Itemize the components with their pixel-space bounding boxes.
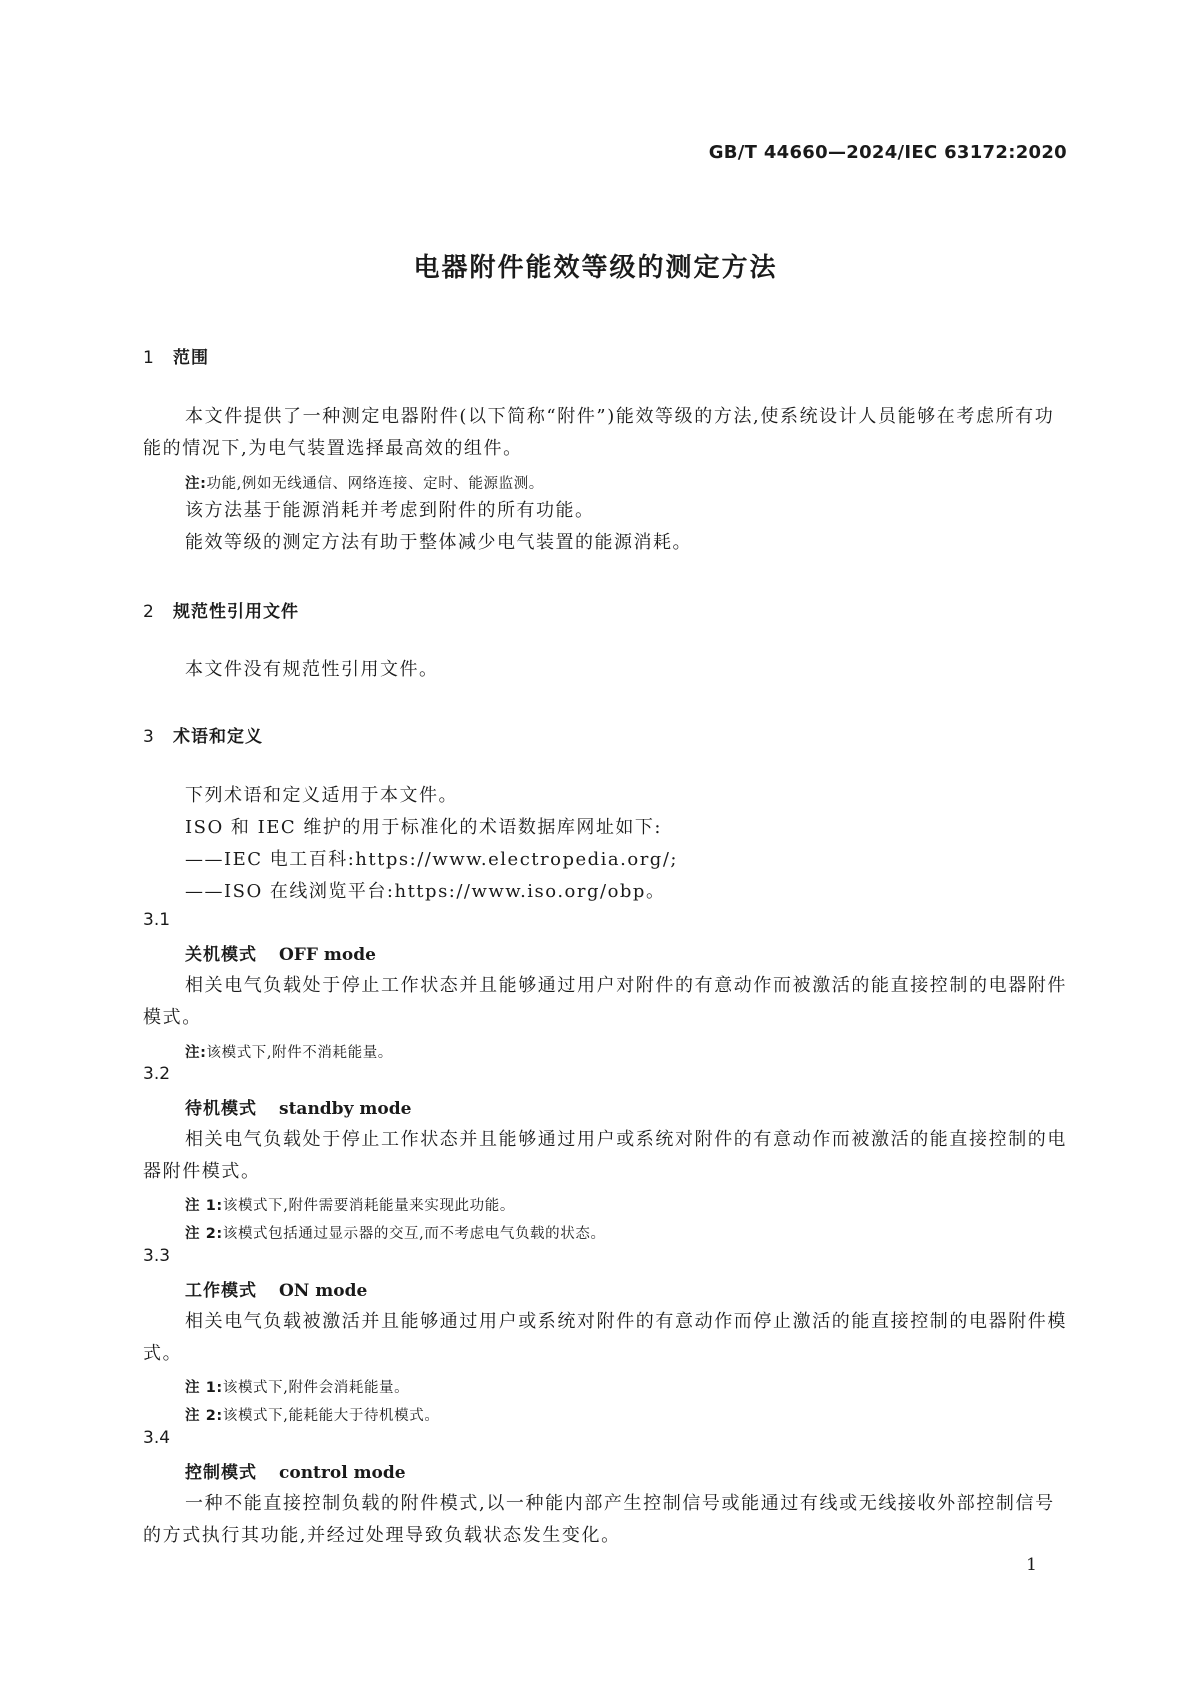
standard-number: GB/T 44660—2024/IEC 63172:2020 [708, 142, 1067, 163]
section-number: 3 [143, 727, 155, 747]
term-english: standby mode [279, 1099, 412, 1119]
term-chinese: 关机模式 [185, 945, 257, 965]
paragraph: 该方法基于能源消耗并考虑到附件的所有功能。 [185, 500, 595, 521]
term-heading [185, 940, 376, 965]
note-label: 注 1: [185, 1198, 223, 1214]
paragraph: 本文件提供了一种测定电器附件(以下简称“附件”)能效等级的方法,使系统设计人员能够在考虑所有功能的情况下,为电气装置选择最高效的组件。 [143, 406, 1055, 459]
note [185, 472, 544, 493]
note-text: 该模式下,附件需要消耗能量来实现此功能。 [222, 1198, 515, 1214]
term-heading [185, 1458, 406, 1483]
definition: 相关电气负载处于停止工作状态并且能够通过用户或系统对附件的有意动作而被激活的能直接控制的电器附件模式。 [143, 1129, 1067, 1182]
paragraph: 本文件没有规范性引用文件。 [185, 659, 439, 680]
section-title: 规范性引用文件 [173, 602, 299, 622]
section-title: 术语和定义 [173, 727, 263, 747]
list-item: ——ISO 在线浏览平台:https://www.iso.org/obp。 [185, 881, 666, 902]
definition: 一种不能直接控制负载的附件模式,以一种能内部产生控制信号或能通过有线或无线接收外部控制信号的方式执行其功能,并经过处理导致负载状态发生变化。 [143, 1493, 1055, 1546]
term-heading [185, 1094, 411, 1119]
section-3-heading [143, 722, 263, 747]
note-text: 该模式包括通过显示器的交互,而不考虑电气负载的状态。 [222, 1226, 606, 1242]
paragraph: 下列术语和定义适用于本文件。 [185, 785, 458, 806]
note [185, 1222, 606, 1243]
term-chinese: 控制模式 [185, 1463, 257, 1483]
term-english: OFF mode [279, 945, 376, 965]
section-title: 范围 [173, 348, 209, 368]
note [185, 1376, 409, 1397]
note-label: 注: [185, 476, 207, 492]
note-label: 注 1: [185, 1380, 223, 1396]
note-text: 该模式下,附件不消耗能量。 [206, 1045, 393, 1061]
paragraph: ISO 和 IEC 维护的用于标准化的术语数据库网址如下: [185, 817, 662, 838]
note-text: 该模式下,附件会消耗能量。 [222, 1380, 410, 1396]
section-number: 1 [143, 348, 155, 368]
section-1-heading [143, 343, 209, 368]
note-text: 功能,例如无线通信、网络连接、定时、能源监测。 [206, 476, 544, 492]
note-label: 注 2: [185, 1226, 223, 1242]
note-text: 该模式下,能耗能大于待机模式。 [222, 1408, 440, 1424]
definition: 相关电气负载被激活并且能够通过用户或系统对附件的有意动作而停止激活的能直接控制的电器附件模式。 [143, 1311, 1067, 1364]
clause-number: 3.3 [143, 1246, 171, 1266]
section-2-heading [143, 597, 299, 622]
section-number: 2 [143, 602, 155, 622]
note-label: 注: [185, 1045, 207, 1061]
list-item: ——IEC 电工百科:https://www.electropedia.org/; [185, 849, 678, 870]
note [185, 1404, 439, 1425]
term-english: control mode [279, 1463, 406, 1483]
paragraph: 能效等级的测定方法有助于整体减少电气装置的能源消耗。 [185, 532, 692, 553]
document-title: 电器附件能效等级的测定方法 [413, 253, 778, 283]
term-chinese: 待机模式 [185, 1099, 257, 1119]
note-label: 注 2: [185, 1408, 223, 1424]
term-chinese: 工作模式 [185, 1281, 257, 1301]
definition: 相关电气负载处于停止工作状态并且能够通过用户对附件的有意动作而被激活的能直接控制的电器附件模式。 [143, 975, 1067, 1028]
clause-number: 3.2 [143, 1064, 171, 1084]
note [185, 1194, 515, 1215]
clause-number: 3.1 [143, 910, 171, 930]
term-heading [185, 1276, 367, 1301]
page-number: 1 [1026, 1555, 1037, 1575]
clause-number: 3.4 [143, 1428, 171, 1448]
note [185, 1041, 393, 1062]
term-english: ON mode [279, 1281, 368, 1301]
